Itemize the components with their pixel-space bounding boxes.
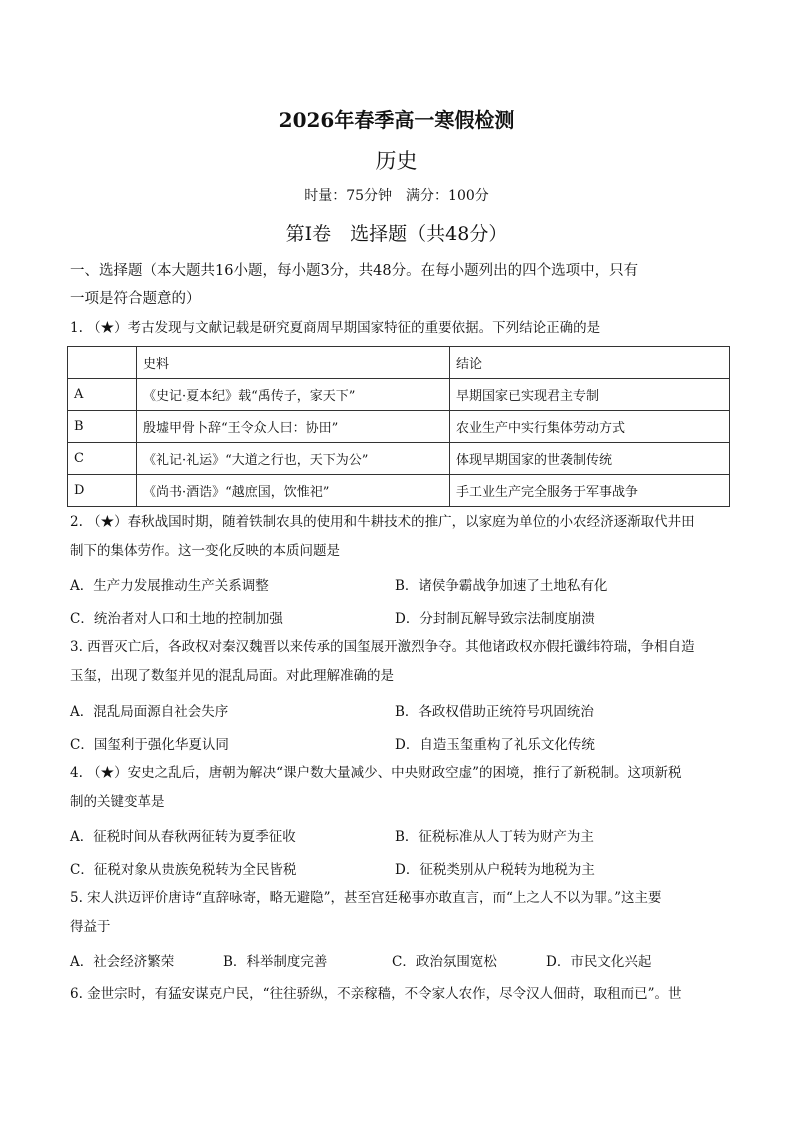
- table-row: [68, 411, 730, 443]
- option-c[interactable]: C．统治者对人口和土地的控制加强: [70, 611, 283, 627]
- instructions-line-2: 一项是符合题意的）: [70, 291, 201, 307]
- question-1-stem: 1. （★）考古发现与文献记载是研究夏商周早期国家特征的重要依据。下列结论正确的是: [70, 320, 601, 336]
- question-5-line-2: 得益于: [70, 919, 111, 935]
- table-cell: 《史记·夏本纪》载“禹传子，家天下”: [137, 379, 450, 411]
- table-cell: A: [68, 379, 137, 411]
- question-4-line-1: 4. （★）安史之乱后，唐朝为解决“课户数大量减少、中央财政空虚”的困境，推行了新税制。这项新税: [70, 765, 682, 781]
- table-header-row: [68, 347, 730, 379]
- table-cell: 农业生产中实行集体劳动方式: [450, 411, 730, 443]
- option-a[interactable]: A．征税时间从春秋两征转为夏季征收: [70, 829, 296, 845]
- table-header-cell: [68, 347, 137, 379]
- exam-title: 2026年春季高一寒假检测: [278, 108, 515, 132]
- option-b[interactable]: B．科举制度完善: [223, 954, 328, 970]
- table-cell: 手工业生产完全服务于军事战争: [450, 475, 730, 507]
- option-b[interactable]: B．各政权借助正统符号巩固统治: [395, 704, 594, 720]
- table-row: [68, 475, 730, 507]
- table-cell: 体现早期国家的世袭制传统: [450, 443, 730, 475]
- table-header-cell: 史料: [137, 347, 450, 379]
- question-3-line-2: 玉玺，出现了数玺并见的混乱局面。对此理解准确的是: [70, 668, 394, 684]
- table-cell: C: [68, 443, 137, 475]
- table-row: [68, 443, 730, 475]
- table-cell: 《尚书·酒诰》“越庶国，饮惟祀”: [137, 475, 450, 507]
- table-cell: D: [68, 475, 137, 507]
- option-a[interactable]: A．社会经济繁荣: [70, 954, 175, 970]
- question-5-line-1: 5. 宋人洪迈评价唐诗“直辞咏寄，略无避隐”，甚至宫廷秘事亦敢直言，而“上之人不以为罪。”这主要: [70, 890, 662, 906]
- section-heading: 第I卷 选择题（共48分）: [285, 223, 508, 245]
- question-2-line-2: 制下的集体劳作。这一变化反映的本质问题是: [70, 543, 340, 559]
- question-6-stem: [70, 980, 730, 1009]
- option-b[interactable]: B．诸侯争霸战争加速了土地私有化: [395, 578, 608, 594]
- question-2-line-1: 2. （★）春秋战国时期，随着铁制农具的使用和牛耕技术的推广，以家庭为单位的小农经济逐渐取代井田: [70, 514, 695, 530]
- question-5-stem: [70, 884, 730, 942]
- table-row: [68, 379, 730, 411]
- question-2-stem: [70, 508, 730, 566]
- option-a[interactable]: A．混乱局面源自社会失序: [70, 704, 229, 720]
- option-c[interactable]: C．征税对象从贵族免税转为全民皆税: [70, 862, 297, 878]
- question-3-line-1: 3. 西晋灭亡后，各政权对秦汉魏晋以来传承的国玺展开激烈争夺。其他诸政权亦假托谶纬符瑞，争相自造: [70, 639, 695, 655]
- option-a[interactable]: A．生产力发展推动生产关系调整: [70, 578, 269, 594]
- question-3-stem: [70, 633, 730, 691]
- section-instructions: [70, 257, 730, 313]
- instructions-line-1: 一、选择题（本大题共16小题，每小题3分，共48分。在每小题列出的四个选项中，只有: [70, 263, 639, 279]
- option-b[interactable]: B．征税标准从人丁转为财产为主: [395, 829, 594, 845]
- table-cell: 《礼记·礼运》“大道之行也，天下为公”: [137, 443, 450, 475]
- table-cell: 早期国家已实现君主专制: [450, 379, 730, 411]
- option-d[interactable]: D．自造玉玺重构了礼乐文化传统: [395, 737, 595, 753]
- table-cell: 殷墟甲骨卜辞“王令众人曰：协田”: [137, 411, 450, 443]
- option-d[interactable]: D．市民文化兴起: [546, 954, 652, 970]
- question-4-line-2: 制的关键变革是: [70, 794, 165, 810]
- option-c[interactable]: C．政治氛围宽松: [392, 954, 497, 970]
- question-6-line-1: 6. 金世宗时，有猛安谋克户民，“往往骄纵，不亲稼穑，不令家人农作，尽令汉人佃莳，取租而已”。世: [70, 986, 682, 1002]
- exam-subject: 历史: [375, 149, 418, 173]
- option-d[interactable]: D．征税类别从户税转为地税为主: [395, 862, 595, 878]
- table-cell: B: [68, 411, 137, 443]
- table-header-cell: 结论: [450, 347, 730, 379]
- question-1-table: [67, 346, 730, 507]
- option-d[interactable]: D．分封制瓦解导致宗法制度崩溃: [395, 611, 595, 627]
- option-c[interactable]: C．国玺利于强化华夏认同: [70, 737, 229, 753]
- exam-meta: 时量：75分钟 满分：100分: [304, 188, 489, 204]
- question-4-stem: [70, 759, 730, 817]
